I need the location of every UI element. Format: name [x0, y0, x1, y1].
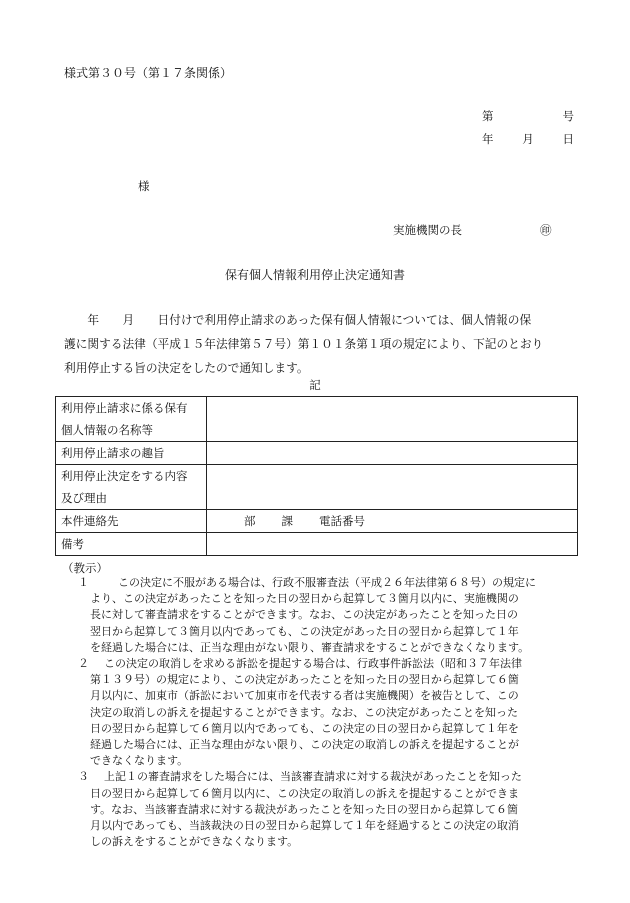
row-label [56, 465, 207, 510]
note-line: 決定の取消しの訴えを提起することができます。なお、この決定があったことを知った [90, 705, 519, 719]
label-line: 備考 [61, 537, 84, 551]
label-line: 本件連絡先 [61, 514, 119, 528]
document-title: 保有個人情報利用停止決定通知書 [224, 268, 405, 282]
contact-phone: 電話番号 [319, 514, 365, 528]
label-line: 利用停止請求の趣旨 [61, 446, 165, 460]
body-line: 年 月 日付けで利用停止請求のあった保有個人情報については、個人情報の保 [64, 313, 532, 327]
document-number-prefix: 第 [482, 109, 494, 123]
row-label [56, 533, 207, 556]
note-item [64, 575, 584, 656]
row-label [56, 442, 207, 465]
form-number: 様式第３０号（第１７条関係） [64, 66, 233, 80]
table-row [56, 442, 578, 465]
note-line: 上記１の審査請求をした場合には、当該審査請求に対する裁決があったことを知った [104, 770, 522, 784]
note-text [90, 769, 584, 850]
note-line: 日の翌日から起算して６箇月以内であっても、この決定の日の翌日から起算して１年を [90, 721, 519, 735]
notes-list [64, 575, 584, 850]
note-line: 第１３９号）の規定により、この決定があったことを知った日の翌日から起算して６箇 [90, 673, 519, 687]
row-value [207, 533, 578, 556]
label-line: 及び理由 [61, 491, 107, 505]
note-line: 経過した場合には、正当な理由がない限り、この決定の取消しの訴えを提起することが [90, 738, 519, 752]
note-line: できなくなります。 [90, 754, 189, 768]
notes-header: （教示） [62, 561, 108, 575]
note-line: 月以内に、加東市（訴訟において加東市を代表する者は実施機関）を被告として、この [90, 689, 519, 703]
table-row [56, 533, 578, 556]
document-number-line [482, 108, 574, 124]
note-line: を経過した場合には、正当な理由がない限り、審査請求をすることができなくなります。 [90, 640, 530, 654]
table-row [56, 510, 578, 533]
note-line: この決定の取消しを求める訴訟を提起する場合は、行政事件訴訟法（昭和３７年法律 [104, 657, 522, 671]
label-line: 利用停止決定をする内容 [61, 469, 188, 483]
date-line [482, 131, 574, 147]
note-line: 翌日から起算して３箇月以内であっても、この決定があった日の翌日から起算して１年 [90, 624, 519, 638]
note-number: ３ [78, 770, 89, 784]
table-row [56, 465, 578, 510]
note-text [90, 575, 584, 656]
row-value-contact [207, 510, 578, 533]
contact-section: 課 [281, 514, 293, 528]
row-value [207, 397, 578, 442]
note-number: ２ [78, 657, 89, 671]
date-year: 年 [482, 132, 494, 146]
issuer-title: 実施機関の長 [393, 223, 462, 237]
note-line: す。なお、当該審査請求に対する裁決があったことを知った日の翌日から起算して６箇 [90, 802, 519, 816]
note-line: 月以内であっても、当該裁決の日の翌日から起算して１年を経過するとこの決定の取消 [90, 819, 519, 833]
row-label [56, 510, 207, 533]
note-text [90, 656, 584, 769]
note-item [64, 769, 584, 850]
issuer [393, 222, 552, 238]
note-number: １ [78, 576, 89, 589]
addressee: 様 [138, 179, 150, 193]
table-row [56, 397, 578, 442]
document-number-suffix: 号 [562, 109, 574, 123]
row-value [207, 465, 578, 510]
note-line: より、この決定があったことを知った日の翌日から起算して３箇月以内に、実施機関の [90, 592, 519, 606]
body-line: 護に関する法律（平成１５年法律第５７号）第１０１条第１項の規定により、下記のとおり [64, 337, 544, 351]
note-line: この決定に不服がある場合は、行政不服審査法（平成２６年法律第６８号）の規定に [118, 576, 536, 589]
seal-mark: ㊞ [540, 223, 552, 237]
note-line: 日の翌日から起算して６箇月以内に、この決定の取消しの訴えを提起することができま [90, 786, 519, 800]
details-table [55, 396, 578, 556]
contact-department: 部 [244, 514, 256, 528]
date-month: 月 [522, 132, 534, 146]
note-line: 長に対して審査請求をすることができます。なお、この決定があったことを知った日の [90, 608, 519, 622]
contact-fields [212, 510, 572, 532]
note-line: しの訴えをすることができなくなります。 [90, 835, 299, 849]
date-day: 日 [562, 132, 574, 146]
ki-heading: 記 [309, 378, 321, 392]
note-item [64, 656, 584, 769]
body-paragraph [64, 308, 584, 380]
label-line: 個人情報の名称等 [61, 423, 153, 437]
label-line: 利用停止請求に係る保有 [61, 401, 188, 415]
body-line: 利用停止する旨の決定をしたので通知します。 [64, 361, 309, 375]
row-value [207, 442, 578, 465]
row-label [56, 397, 207, 442]
